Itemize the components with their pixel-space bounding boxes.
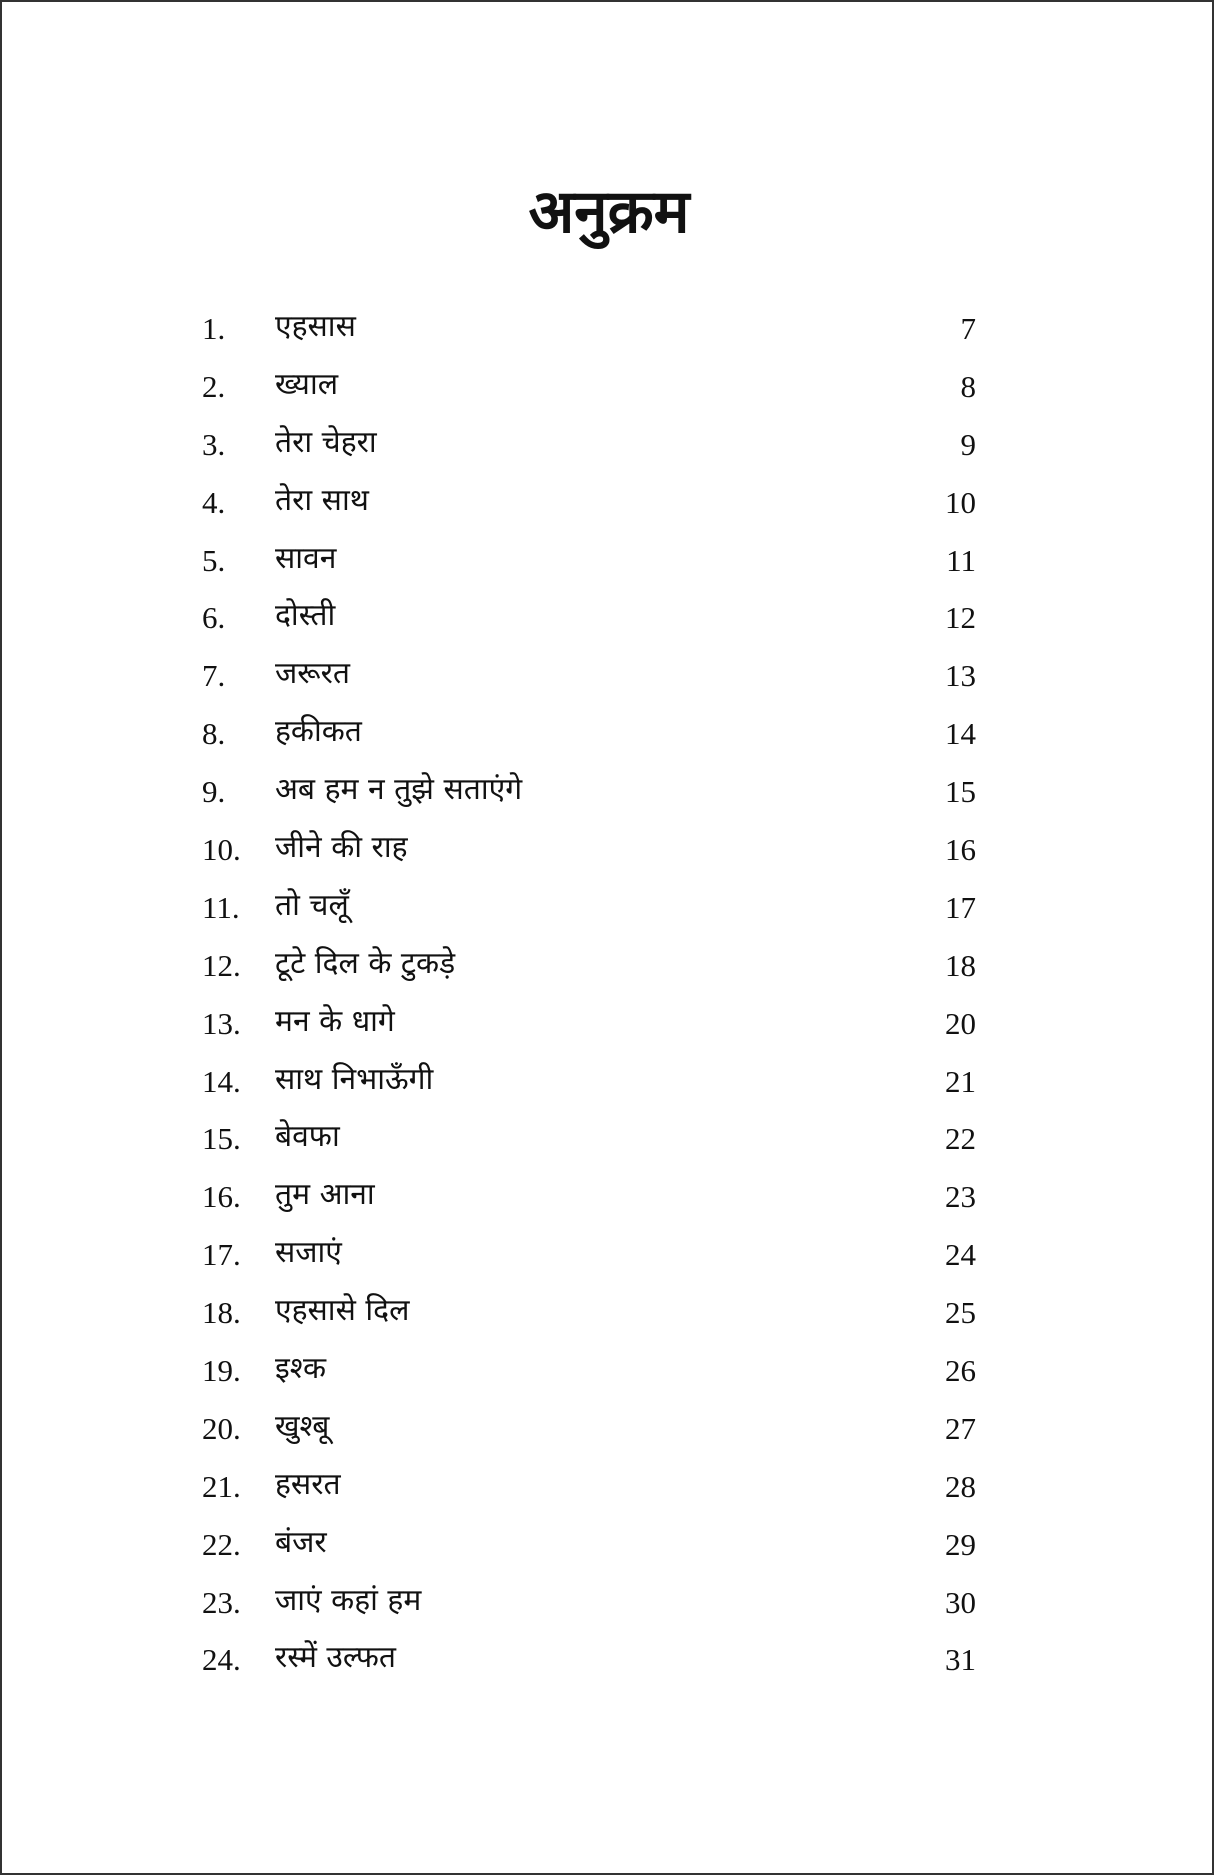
entry-page: 23 [945,1179,976,1215]
entry-page: 18 [945,947,976,983]
entry-title: साथ निभाऊँगी [275,1061,434,1097]
entry-number: 1. [202,311,226,346]
entry-title: हसरत [275,1466,341,1502]
toc-entry [202,712,976,770]
entry-number: 19. [202,1353,241,1389]
entry-number: 18. [202,1295,241,1331]
entry-number: 13. [202,1005,241,1041]
toc-entry [202,654,976,712]
entry-title: बंजर [275,1524,327,1560]
entry-title: तो चलूँ [275,887,349,923]
entry-page: 11 [946,542,976,578]
entry-page: 8 [960,368,976,404]
toc-entry [202,1117,976,1175]
entry-page: 26 [945,1353,976,1389]
toc-entry [202,1291,976,1349]
entry-page: 17 [945,889,976,925]
entry-title: एहसासे दिल [275,1293,410,1329]
entry-title: एहसास [275,309,356,344]
toc-entry [202,828,976,886]
entry-number: 22. [202,1526,241,1562]
toc-entry [202,886,976,944]
entry-number: 9. [202,774,226,810]
entry-page: 7 [960,311,976,346]
entry-title: टूटे दिल के टुकड़े [275,945,456,981]
entry-page: 25 [945,1295,976,1331]
entry-number: 7. [202,658,226,694]
entry-title: अब हम न तुझे सताएंगे [275,772,523,808]
toc-entry [202,596,976,654]
toc-entry [202,1465,976,1523]
entry-title: इश्क [275,1351,326,1387]
entry-page: 22 [945,1121,976,1157]
toc-entry [202,481,976,539]
toc-entry [202,1002,976,1060]
table-of-contents [202,307,976,1696]
entry-page: 20 [945,1005,976,1041]
entry-page: 10 [945,484,976,520]
entry-page: 14 [945,716,976,752]
entry-number: 10. [202,832,241,868]
entry-number: 23. [202,1584,241,1620]
entry-title: खुश्बू [275,1408,330,1444]
toc-entry [202,770,976,828]
toc-entry [202,539,976,597]
entry-number: 12. [202,947,241,983]
entry-page: 28 [945,1468,976,1504]
entry-page: 30 [945,1584,976,1620]
entry-page: 15 [945,774,976,810]
entry-title: ख्याल [275,366,339,402]
entry-title: जाएं कहां हम [275,1582,422,1618]
entry-page: 24 [945,1237,976,1273]
entry-page: 12 [945,600,976,636]
entry-page: 29 [945,1526,976,1562]
entry-number: 3. [202,426,226,462]
page-title: अनुक्रम [528,177,690,247]
entry-page: 9 [960,426,976,462]
entry-page: 16 [945,832,976,868]
toc-entry [202,365,976,423]
entry-page: 31 [945,1642,976,1678]
entry-number: 4. [202,484,226,520]
toc-entry [202,944,976,1002]
entry-page: 13 [945,658,976,694]
entry-number: 6. [202,600,226,636]
toc-entry [202,1581,976,1639]
entry-number: 14. [202,1063,241,1099]
entry-number: 17. [202,1237,241,1273]
entry-page: 21 [945,1063,976,1099]
entry-title: जरूरत [275,656,350,692]
entry-title: मन के धागे [275,1003,395,1039]
entry-number: 21. [202,1468,241,1504]
entry-title: सावन [275,540,337,576]
entry-title: सजाएं [275,1235,342,1271]
entry-number: 5. [202,542,226,578]
entry-title: बेवफा [275,1119,340,1155]
toc-entry [202,307,976,365]
toc-entry [202,1349,976,1407]
entry-number: 15. [202,1121,241,1157]
entry-number: 2. [202,368,226,404]
toc-entry [202,1233,976,1291]
toc-entry [202,1175,976,1233]
entry-number: 16. [202,1179,241,1215]
entry-title: दोस्ती [275,598,336,634]
toc-entry [202,1523,976,1581]
entry-title: रस्में उल्फत [275,1640,396,1676]
entry-page: 27 [945,1410,976,1446]
entry-title: हकीकत [275,714,362,750]
entry-number: 11. [202,889,240,925]
toc-entry [202,1407,976,1465]
entry-title: तेरा चेहरा [275,424,377,460]
entry-title: जीने की राह [275,830,408,866]
entry-number: 20. [202,1410,241,1446]
entry-number: 8. [202,716,226,752]
toc-entry [202,1060,976,1118]
toc-entry [202,423,976,481]
entry-number: 24. [202,1642,241,1678]
toc-entry [202,1638,976,1696]
entry-title: तुम आना [275,1177,375,1213]
entry-title: तेरा साथ [275,482,369,518]
